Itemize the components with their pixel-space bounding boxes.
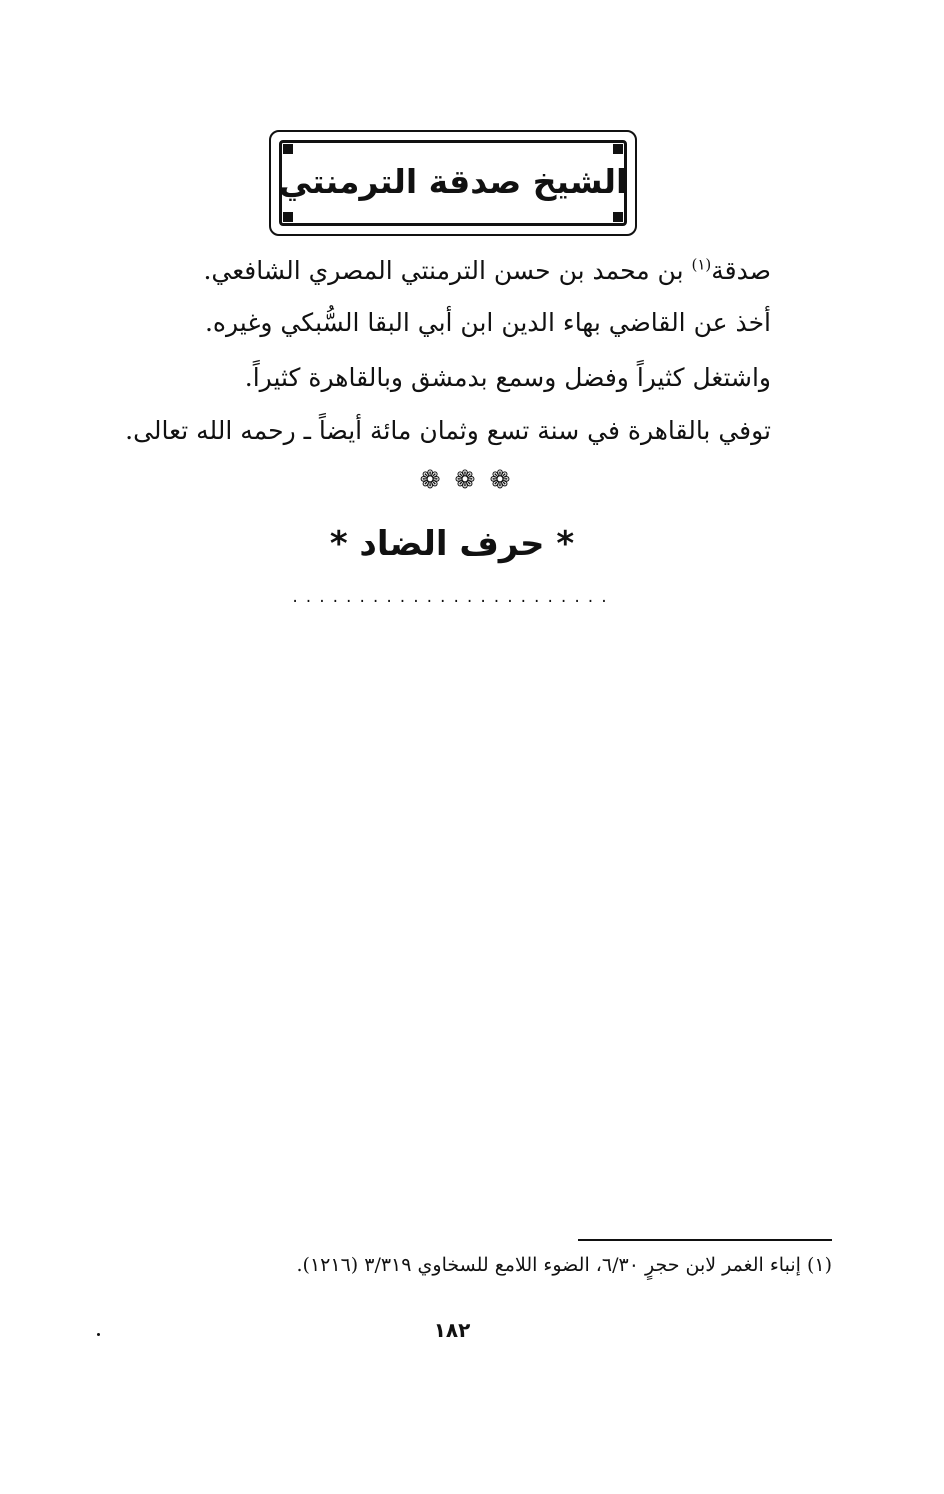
entry-title-frame [269,130,637,236]
entry-line-1-text: بن محمد بن حسن الترمنتي المصري الشافعي. [203,256,692,285]
section-heading: * حرف الضاد * [329,524,575,564]
entry-line-1 [203,254,771,288]
footnote-reference[interactable]: (١) [691,255,712,274]
entry-name: صدقة [711,256,771,285]
dotted-separator: ........................ [290,590,614,606]
page-number: ١٨٢ [433,1318,471,1342]
frame-corner-ornament [613,144,623,154]
frame-corner-ornament [283,144,293,154]
frame-corner-ornament [283,212,293,222]
footnote: (١) إنباء الغمر لابن حجرٍ ٦/٣٠، الضوء اللامع للسخاوي ٣/٣١٩ (١٢١٦). [296,1254,832,1276]
entry-line-2: أخذ عن القاضي بهاء الدين ابن أبي البقا السُّبكي وغيره. [204,308,771,337]
footnote-rule [578,1239,832,1241]
ornament-separator: ❁❁❁ [419,465,525,494]
frame-corner-ornament [613,212,623,222]
entry-line-3: واشتغل كثيراً وفضل وسمع بدمشق وبالقاهرة كثيراً. [244,363,771,392]
entry-line-4: توفي بالقاهرة في سنة تسع وثمان مائة أيضاً ـ رحمه الله تعالى. [125,416,771,445]
stray-mark [97,1333,100,1336]
entry-title: الشيخ صدقة الترمنتي [278,162,628,201]
